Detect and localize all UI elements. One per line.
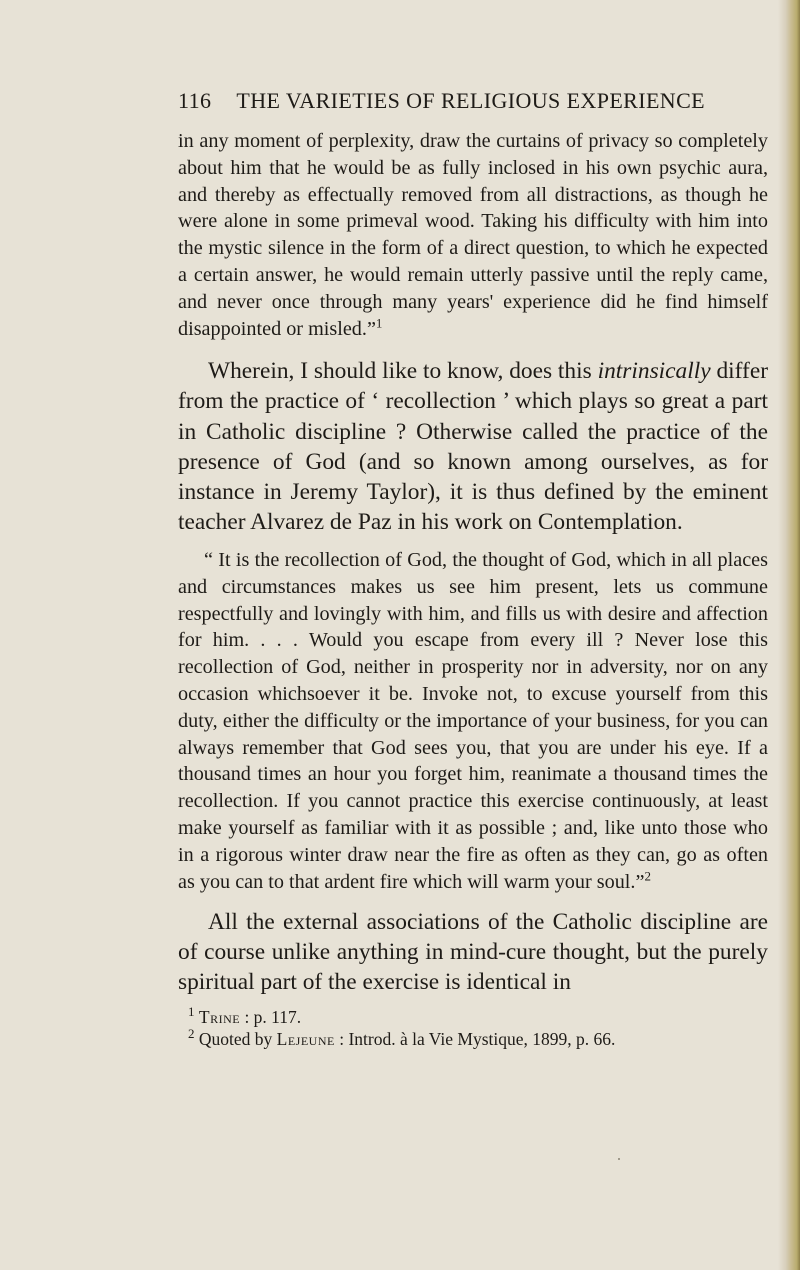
footnote-1-author: Trine	[198, 1006, 241, 1027]
paragraph-2-text-a: Wherein, I should like to know, does this	[208, 358, 598, 385]
footnote-1	[178, 1003, 768, 1028]
paragraph-4	[178, 907, 768, 997]
page-text	[178, 88, 768, 1050]
footnotes	[178, 1003, 768, 1050]
footnote-2-prefix: Quoted by	[198, 1028, 277, 1049]
ink-speck	[618, 1158, 620, 1160]
running-head	[178, 88, 768, 114]
footnote-mark-2: 2	[188, 1025, 195, 1041]
paragraph-4-text: All the external associations of the Catholic discipline are of course unlike anything in mind-cure thought, but the purely spiritual part of the exercise is identical in	[178, 909, 768, 996]
footnote-2-author: Lejeune	[276, 1028, 335, 1049]
paragraph-1-text: in any moment of perplexity, draw the curtains of privacy so completely about him that he would be as fully inclosed in his own psychic aura, and thereby as effectually removed from all distractions, as though he were alone in some primeval wood. Taking his difficulty with him into the mystic silence in the form of a direct question, to which he expected a certain answer, he would remain utterly passive until the reply came, and never once through many years' experience did he find himself disappointed or misled.”	[178, 130, 768, 340]
block-quote	[178, 547, 768, 895]
footnote-ref-1: 1	[375, 314, 383, 330]
emphasis-intrinsically: intrinsically	[597, 358, 711, 385]
paragraph-2-text-b: differ from the practice of ‘ recollection ’ which plays so great a part in Catholic discipline ? Otherwise called the practice of the presence of God (and so known among ourselves, as for instance in Jeremy Taylor), it is thus defined by the eminent teacher Alvarez de Paz in his work on Contemplation.	[178, 358, 769, 535]
running-title: THE VARIETIES OF RELIGIOUS EXPERIENCE	[236, 88, 706, 113]
footnote-mark-1: 1	[188, 1003, 195, 1019]
page-number: 116	[178, 88, 212, 113]
paragraph-2	[178, 356, 768, 537]
block-quote-text: “ It is the recollection of God, the thought of God, which in all places and circumstances makes us see him present, lets us commune respectfully and lovingly with him, and fills us with desire and affection for him. . . . Would you escape from every ill ? Never lose this recollection of God, neither in prosperity nor in adversity, nor on any occasion whichsoever it be. Invoke not, to excuse yourself from this duty, either the difficulty or the importance of your business, for you can always remember that God sees you, that you are under his eye. If a thousand times an hour you forget him, reanimate a thousand times the recollection. If you cannot practice this exercise continuously, at least make yourself as familiar with it as possible ; and, like unto those who in a rigorous winter draw near the fire as often as they can, go as often as you can to that ardent fire which will warm your soul.”	[178, 548, 768, 893]
paragraph-1	[178, 128, 768, 342]
footnote-ref-2: 2	[644, 867, 651, 883]
footnote-1-text: : p. 117.	[240, 1006, 302, 1027]
footnote-2-text: : Introd. à la Vie Mystique, 1899, p. 66.	[334, 1028, 616, 1049]
page-edge-shadow	[778, 0, 800, 1270]
footnote-2	[178, 1025, 768, 1050]
